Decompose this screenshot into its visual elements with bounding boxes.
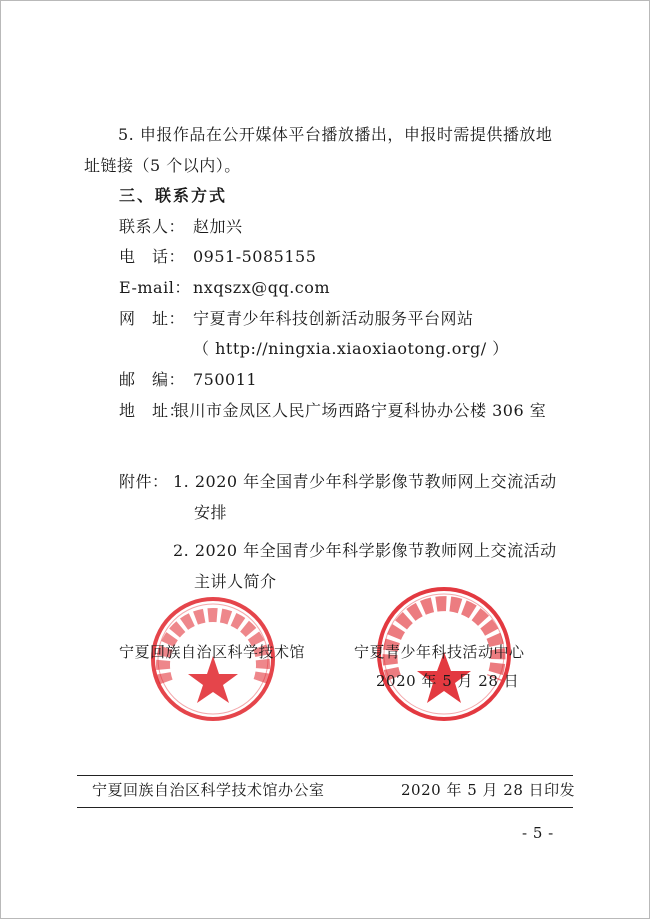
footer-top-rule: [77, 775, 573, 776]
attachment-2-line2: 主讲人简介: [194, 572, 277, 591]
footer-issuer: 宁夏回族自治区科学技术馆办公室: [92, 781, 325, 799]
email-label: E-mail：: [119, 278, 191, 297]
signature-date: 2020 年 5 月 28 日: [376, 672, 520, 690]
attachment-2-line1: 2. 2020 年全国青少年科学影像节教师网上交流活动: [173, 541, 557, 560]
website-label: 网 址：: [119, 309, 186, 328]
signature-org1: 宁夏回族自治区科学技术馆: [119, 643, 306, 661]
attachment-1-line1: 1. 2020 年全国青少年科学影像节教师网上交流活动: [173, 472, 557, 491]
website-value: 宁夏青少年科技创新活动服务平台网站: [193, 309, 474, 328]
attachment-1-line2: 安排: [194, 503, 228, 522]
attachments-label: 附件：: [119, 472, 169, 491]
address-label: 地 址：: [119, 401, 186, 420]
postcode-label: 邮 编：: [119, 370, 186, 389]
website-url: （ http://ningxia.xiaoxiaotong.org/ ）: [193, 339, 509, 358]
email-value: nxqszx@qq.com: [193, 278, 331, 297]
page-number: - 5 -: [522, 824, 554, 842]
phone-label: 电 话：: [119, 247, 186, 266]
contact-value: 赵加兴: [193, 217, 243, 236]
postcode-value: 750011: [193, 370, 258, 389]
section3-heading: 三、联系方式: [119, 186, 228, 205]
address-value: 银川市金凤区人民广场西路宁夏科协办公楼 306 室: [173, 401, 547, 420]
contact-label: 联系人：: [119, 217, 186, 236]
phone-value: 0951-5085155: [193, 247, 317, 266]
item5-line1: 5. 申报作品在公开媒体平台播放播出，申报时需提供播放地: [118, 125, 553, 144]
footer-bottom-rule: [77, 807, 573, 808]
item5-line2: 址链接（5 个以内）。: [84, 156, 241, 175]
footer-issue-date: 2020 年 5 月 28 日印发: [401, 781, 576, 799]
signature-org2: 宁夏青少年科技活动中心: [354, 643, 525, 661]
